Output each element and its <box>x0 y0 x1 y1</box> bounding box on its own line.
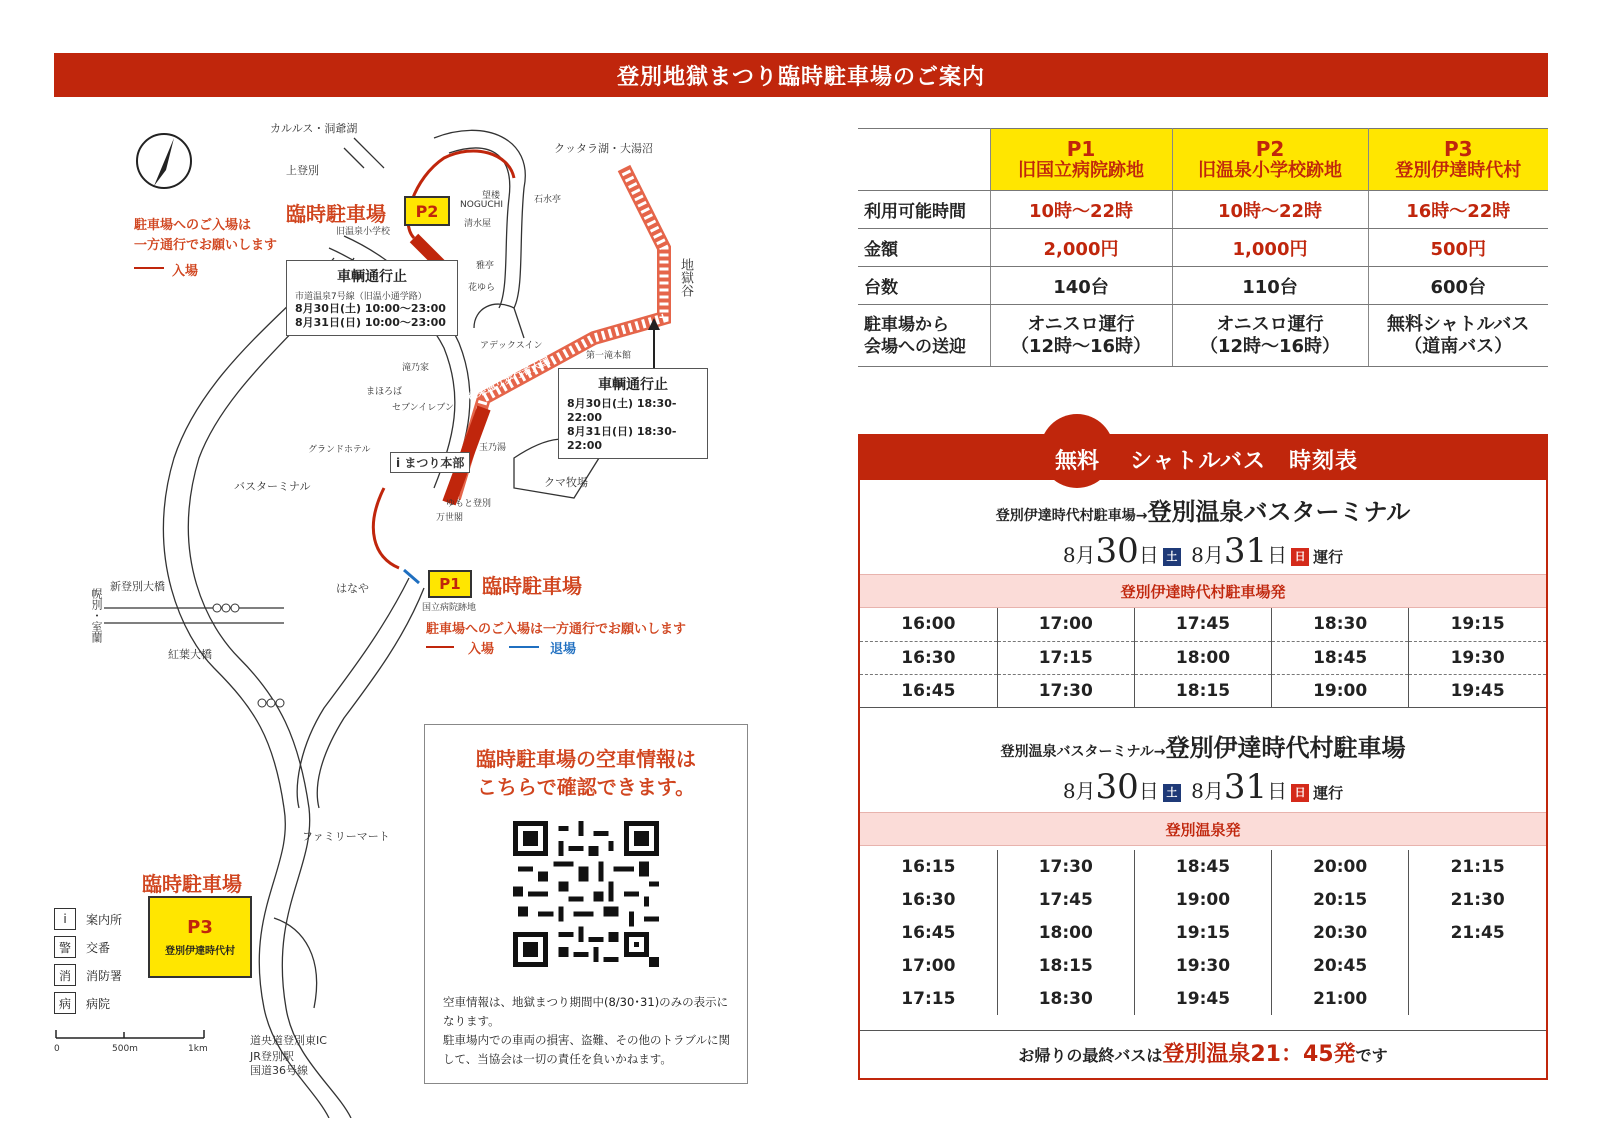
route1-times <box>860 608 1546 708</box>
qr-note: 空車情報は、地獄まつり期間中(8/30･31)のみの表示になります。 駐車場内での車両の損害、盗難、その他のトラブルに関して、当協会は一切の責任を負いかねます。 <box>443 995 731 1066</box>
departure-time: 21:00 <box>1272 982 1409 1015</box>
parking-header-p2: P2 旧温泉小学校跡地 <box>1172 129 1368 191</box>
departure-time: 17:15 <box>860 982 997 1015</box>
map-label-tamanoyu: 玉乃湯 <box>479 443 507 453</box>
scale-0: 0 <box>54 1044 60 1054</box>
exit-label-p1: 退場 <box>550 642 577 657</box>
parking-header-p1: P1 旧国立病院跡地 <box>990 129 1172 191</box>
time-row <box>860 949 1546 982</box>
parking-table <box>858 128 1548 367</box>
info-icon: i <box>54 908 76 930</box>
departure-time: 16:30 <box>860 883 997 916</box>
map-label-kuttara: クッタラ湖・大湯沼 <box>554 142 653 155</box>
sunday-badge: 日 <box>1291 784 1309 802</box>
time-row <box>860 883 1546 916</box>
departure-time: 18:00 <box>1134 641 1271 674</box>
departure-time: 19:45 <box>1409 674 1546 707</box>
departure-time: 18:15 <box>997 949 1134 982</box>
oneway-note-p1: 駐車場へのご入場は一方通行でお願いします <box>426 622 687 637</box>
qr-code[interactable] <box>513 821 659 967</box>
scale-1km: 1km <box>188 1044 208 1054</box>
departure-time: 17:45 <box>997 883 1134 916</box>
map-label-familymart: ファミリーマート <box>302 830 390 843</box>
departure-time: 17:15 <box>997 641 1134 674</box>
map-label-shimizuya: 清水屋 <box>464 219 492 229</box>
map-label-bozuro: 望楼 <box>482 191 501 201</box>
p2-marker: P2 <box>404 196 450 226</box>
p3-marker: P3 登別伊達時代村 <box>148 896 252 978</box>
map-label-takinoie: 滝乃家 <box>402 363 430 373</box>
compass-icon <box>137 134 191 188</box>
sunday-badge: 日 <box>1291 548 1309 566</box>
departure-time <box>1409 949 1546 982</box>
saturday-badge: 土 <box>1163 784 1181 802</box>
shuttle-timetable <box>858 434 1548 1080</box>
fire-station-icon: 消 <box>54 964 76 986</box>
route2-heading: 登別温泉バスターミナル→登別伊達時代村駐車場 8月30日 土 8月31日 日 運行 <box>1000 734 1406 807</box>
map-label-adex: アデックスイン <box>480 341 543 351</box>
festival-hq-label: i まつり本部 <box>390 452 470 473</box>
p1-title: 臨時駐車場 <box>482 574 582 598</box>
p2-sub: 旧温泉小学校 <box>336 227 391 237</box>
departure-time: 16:45 <box>860 674 997 707</box>
parking-header-row <box>858 129 1548 191</box>
map-label-koyo-bridge: 紅葉大橋 <box>168 648 212 661</box>
departure-time <box>1409 982 1546 1015</box>
saturday-badge: 土 <box>1163 548 1181 566</box>
road-closure-box-1: 車輌通行止 市道温泉7号線（旧温小通学路） 8月30日(土) 10:00〜23:00 8月31日(日) 10:00〜23:00 <box>286 260 458 336</box>
departure-time: 17:45 <box>1134 608 1271 641</box>
departure-time: 18:45 <box>1272 641 1409 674</box>
last-bus-note: お帰りの最終バスは登別温泉21：45発です <box>860 1030 1546 1078</box>
parking-row-hours: 利用可能時間 10時〜22時 10時〜22時 16時〜22時 <box>858 191 1548 229</box>
shuttle-header <box>860 436 1546 480</box>
route2-section: 登別温泉発 <box>860 812 1546 846</box>
map-label-street: 極楽通り歩行者天国 <box>465 355 552 404</box>
departure-time: 19:30 <box>1134 949 1271 982</box>
departure-time: 17:00 <box>997 608 1134 641</box>
p1-marker: P1 <box>428 570 472 598</box>
departure-time: 16:00 <box>860 608 997 641</box>
departure-time: 21:45 <box>1450 922 1505 943</box>
departure-time: 20:45 <box>1272 949 1409 982</box>
time-row <box>860 850 1546 883</box>
departure-time: 18:00 <box>997 916 1134 949</box>
departure-time: 19:45 <box>1134 982 1271 1015</box>
departure-time: 21:30 <box>1450 889 1505 910</box>
oneway-note-top: 駐車場へのご入場は 一方通行でお願いします <box>134 218 278 253</box>
map-label-mahoroba: まほろば <box>366 387 403 397</box>
map-label-bus-terminal: バスターミナル <box>234 480 311 493</box>
map-label-jigokudani: 地獄谷 <box>678 258 693 297</box>
map-label-hanayura: 花ゆら <box>468 283 496 293</box>
parking-row-capacity: 台数 140台 110台 600台 <box>858 267 1548 305</box>
parking-row-price: 金額 2,000円 1,000円 500円 <box>858 229 1548 267</box>
map-label-grand: グランドホテル <box>308 445 371 455</box>
legend-police: 警 交番 <box>54 936 110 958</box>
scale-bar <box>56 1030 204 1038</box>
map-label-route36: 国道36号線 <box>250 1064 308 1077</box>
map-label-hanaya: はなや <box>336 582 369 595</box>
departure-time: 20:00 <box>1272 850 1409 883</box>
time-row <box>860 916 1546 949</box>
departure-time: 17:30 <box>997 674 1134 707</box>
road-closure-box-2: 車輌通行止 8月30日(土) 18:30-22:00 8月31日(日) 18:30-22:00 <box>558 368 708 459</box>
map-label-noguchi: NOGUCHI <box>460 200 504 210</box>
page-title: 登別地獄まつり臨時駐車場のご案内 <box>54 53 1548 97</box>
departure-time: 18:15 <box>1134 674 1271 707</box>
departure-time: 19:00 <box>1134 883 1271 916</box>
legend-fire: 消 消防署 <box>54 964 122 986</box>
map-label-kuma: クマ牧場 <box>544 476 588 489</box>
departure-time: 19:00 <box>1272 674 1409 707</box>
info-icon: i <box>396 456 401 470</box>
free-label: 無料 <box>1054 449 1099 474</box>
map-label-daiichi: 第一滝本館 <box>586 351 632 361</box>
departure-time: 16:15 <box>860 850 997 883</box>
departure-time: 18:45 <box>1134 850 1271 883</box>
police-box-icon: 警 <box>54 936 76 958</box>
departure-time: 19:30 <box>1409 641 1546 674</box>
parking-header-p3: P3 登別伊達時代村 <box>1368 129 1548 191</box>
enter-label-top: 入場 <box>172 264 199 279</box>
hospital-icon: 病 <box>54 992 76 1014</box>
map-label-seven: セブンイレブン <box>392 403 454 413</box>
legend-info: i 案内所 <box>54 908 122 930</box>
departure-time: 16:30 <box>860 641 997 674</box>
time-row <box>860 674 1546 707</box>
qr-title: 臨時駐車場の空車情報は こちらで確認できます。 <box>476 747 696 799</box>
departure-time: 19:15 <box>1134 916 1271 949</box>
map-label-ic: 道央道登別東IC <box>250 1034 327 1047</box>
map-label-sekisuitei: 石水亭 <box>534 195 562 205</box>
departure-time: 21:15 <box>1450 856 1505 877</box>
route1-heading: 登別伊達時代村駐車場→登別温泉バスターミナル 8月30日 土 8月31日 日 運行 <box>995 498 1411 571</box>
route1-section: 登別伊達時代村駐車場発 <box>860 574 1546 608</box>
parking-row-transfer: 駐車場から 会場への送迎 オニスロ運行 （12時〜16時） オニスロ運行 （12時〜16時） 無料シャトルバス （道南バス） <box>858 305 1548 367</box>
departure-time: 18:30 <box>997 982 1134 1015</box>
map-label-shin-bridge: 新登別大橋 <box>110 580 165 593</box>
qr-panel <box>424 724 748 1084</box>
time-row <box>860 608 1546 641</box>
map-label-yumoto: ゆもと登別 <box>446 499 492 509</box>
scale-500m: 500m <box>112 1044 138 1054</box>
map-label-mansei: 万世閣 <box>436 513 464 523</box>
enter-label-p1: 入場 <box>468 642 495 657</box>
departure-time: 17:30 <box>997 850 1134 883</box>
departure-time: 18:30 <box>1272 608 1409 641</box>
p3-title: 臨時駐車場 <box>142 872 242 896</box>
map-label-jr: JR登別駅 <box>250 1050 294 1063</box>
map-label-horobetsu: 幌別・室蘭 <box>90 588 103 643</box>
time-row <box>860 982 1546 1015</box>
departure-time: 19:15 <box>1409 608 1546 641</box>
p2-title: 臨時駐車場 <box>286 202 386 226</box>
time-row <box>860 641 1546 674</box>
departure-time: 20:30 <box>1272 916 1409 949</box>
map-label-gatei: 雅亭 <box>476 261 495 271</box>
map-label-kami-noboribetsu: 上登別 <box>286 164 319 177</box>
p1-sub: 国立病院跡地 <box>422 603 477 613</box>
shuttle-title: シャトルバス 時刻表 <box>1130 449 1359 474</box>
route2-times <box>860 850 1546 1015</box>
legend-hospital: 病 病院 <box>54 992 110 1014</box>
departure-time: 16:45 <box>860 916 997 949</box>
map-label-karurusu: カルルス・洞爺湖 <box>270 122 358 135</box>
departure-time: 20:15 <box>1272 883 1409 916</box>
departure-time: 17:00 <box>860 949 997 982</box>
